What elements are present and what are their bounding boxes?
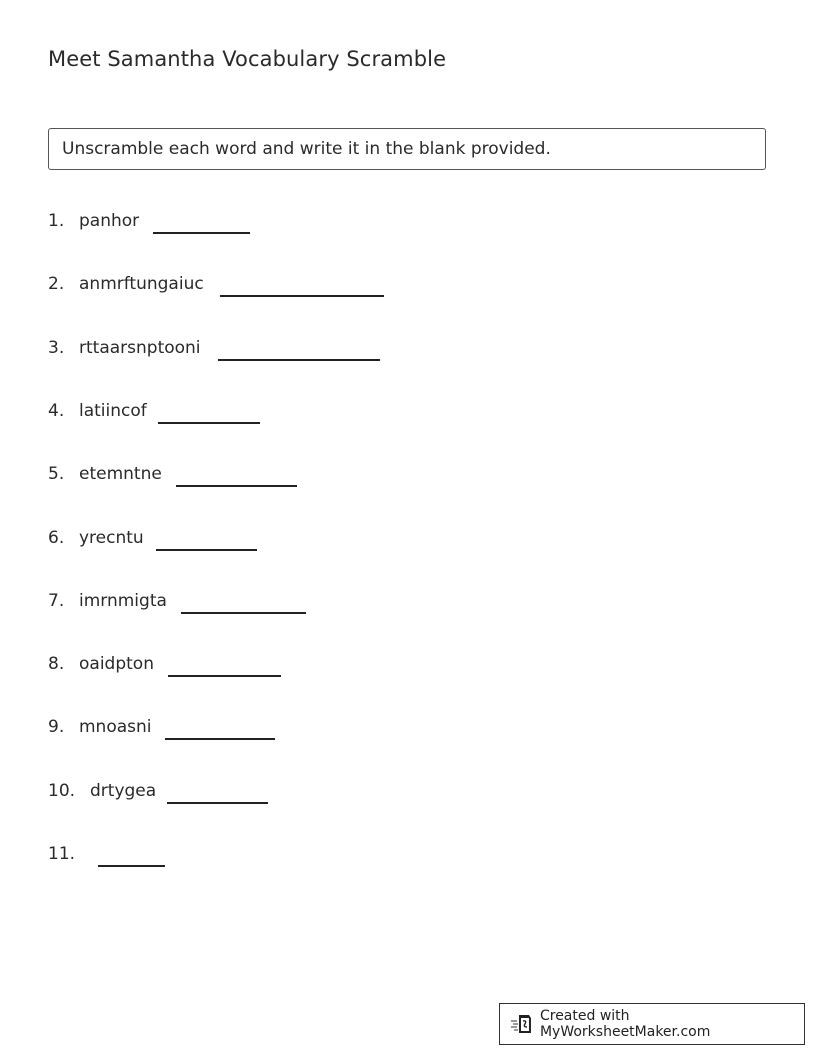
answer-blank[interactable] bbox=[158, 422, 260, 424]
item-number: 8. bbox=[48, 654, 65, 674]
scrambled-word: rttaarsnptooni bbox=[79, 338, 201, 358]
scrambled-word: anmrftungaiuc bbox=[79, 274, 204, 294]
answer-blank[interactable] bbox=[181, 612, 306, 614]
answer-blank[interactable] bbox=[168, 675, 281, 677]
scrambled-word: oaidpton bbox=[79, 654, 154, 674]
scrambled-word: etemntne bbox=[79, 464, 162, 484]
page-title: Meet Samantha Vocabulary Scramble bbox=[48, 47, 447, 71]
item-number: 2. bbox=[48, 274, 65, 294]
answer-blank[interactable] bbox=[220, 295, 384, 297]
worksheet-maker-logo-icon bbox=[510, 1012, 534, 1036]
item-number: 10. bbox=[48, 781, 76, 801]
answer-blank[interactable] bbox=[176, 485, 297, 487]
footer-text: Created with MyWorksheetMaker.com bbox=[539, 1008, 711, 1040]
item-number: 5. bbox=[48, 464, 65, 484]
item-number: 9. bbox=[48, 717, 65, 737]
instructions-text: Unscramble each word and write it in the blank provided. bbox=[62, 139, 551, 159]
item-number: 11. bbox=[48, 844, 76, 864]
answer-blank[interactable] bbox=[98, 865, 165, 867]
answer-blank[interactable] bbox=[167, 802, 268, 804]
answer-blank[interactable] bbox=[165, 738, 275, 740]
answer-blank[interactable] bbox=[153, 232, 250, 234]
item-number: 7. bbox=[48, 591, 65, 611]
item-number: 3. bbox=[48, 338, 65, 358]
scrambled-word: imrnmigta bbox=[79, 591, 167, 611]
scrambled-word: drtygea bbox=[90, 781, 157, 801]
scrambled-word: latiincof bbox=[79, 401, 147, 421]
answer-blank[interactable] bbox=[156, 549, 257, 551]
instructions-box bbox=[48, 128, 766, 170]
item-number: 6. bbox=[48, 528, 65, 548]
scrambled-word: mnoasni bbox=[79, 717, 152, 737]
item-number: 1. bbox=[48, 211, 65, 231]
scrambled-word: panhor bbox=[79, 211, 140, 231]
answer-blank[interactable] bbox=[218, 359, 380, 361]
footer-credit[interactable] bbox=[499, 1003, 805, 1045]
scrambled-word: yrecntu bbox=[79, 528, 144, 548]
item-number: 4. bbox=[48, 401, 65, 421]
